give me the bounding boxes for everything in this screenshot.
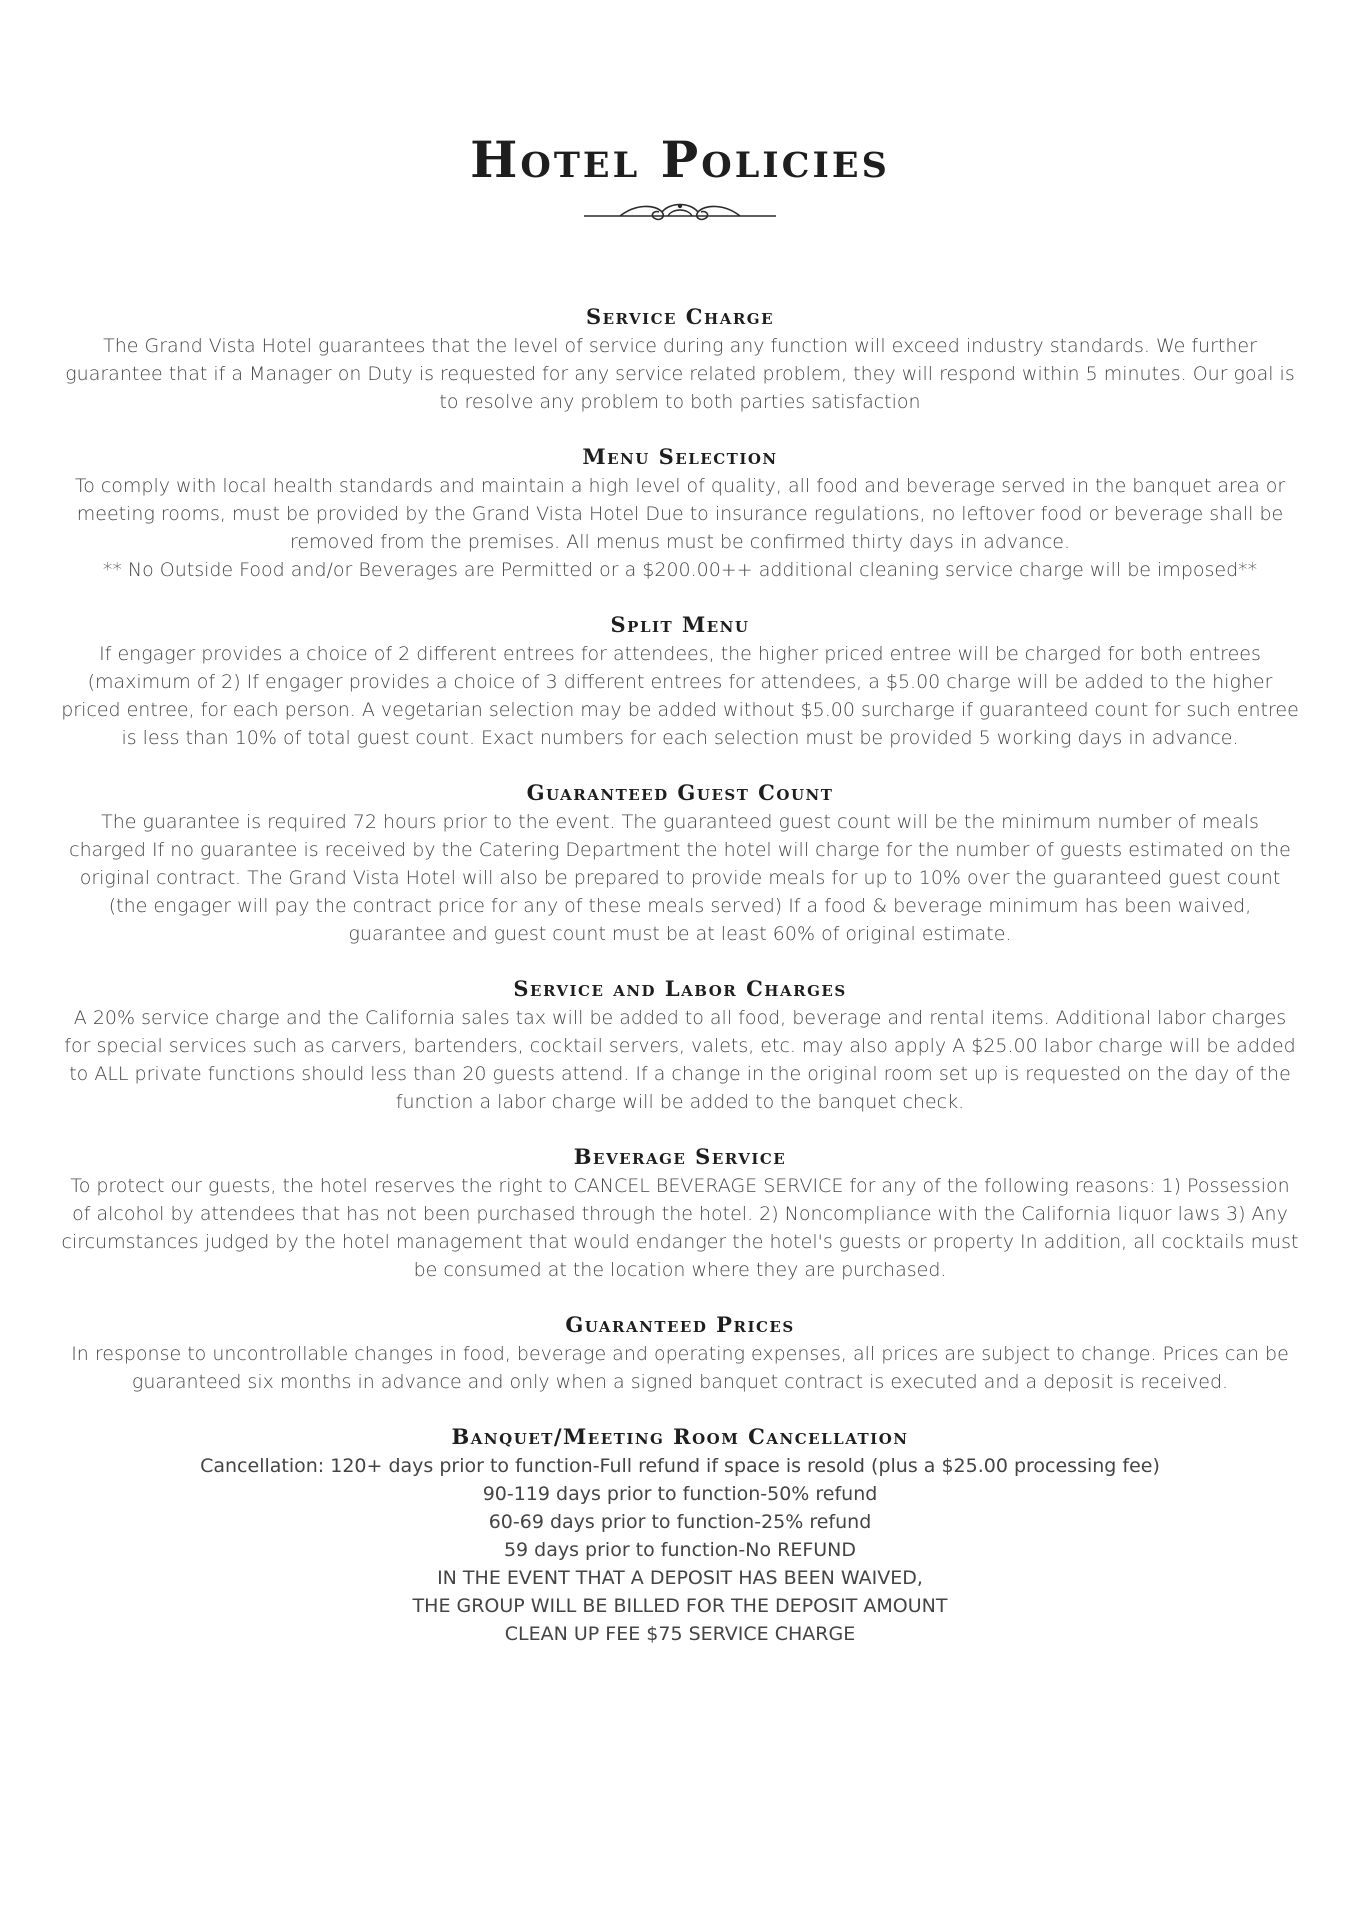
section-heading: Service and Labor Charges	[513, 976, 847, 1001]
section-heading: Beverage Service	[573, 1144, 787, 1169]
cancellation-line: THE GROUP WILL BE BILLED FOR THE DEPOSIT AMOUNT	[412, 1595, 948, 1617]
section-note: ** No Outside Food and/or Beverages are Permitted or a $200.00++ additional cleaning service charge will be imposed**	[102, 559, 1258, 581]
policy-content	[60, 302, 1300, 1674]
section-heading: Menu Selection	[582, 444, 778, 469]
page-title: Hotel Policies	[470, 130, 890, 189]
section-body: To protect our guests, the hotel reserves the right to CANCEL BEVERAGE SERVICE for any of the following reasons: 1) Possession of alcohol by attendees that has not been purchased through the hotel. 2) Noncompliance with the California liquor laws 3) Any circumstances judged by the hotel management that would endanger the hotel's guests or property In addition, all cocktails must be consumed at the location where they are purchased.	[61, 1175, 1299, 1281]
section-cancellation	[60, 1422, 1300, 1648]
section-heading: Guaranteed Guest Count	[526, 780, 834, 805]
cancellation-line: CLEAN UP FEE $75 SERVICE CHARGE	[504, 1623, 856, 1645]
section-body: The Grand Vista Hotel guarantees that the level of service during any function will exceed industry standards. We further guarantee that if a Manager on Duty is requested for any service related problem, they will respond within 5 minutes. Our goal is to resolve any problem to both parties satisfaction	[65, 335, 1295, 413]
flourish-divider-icon	[580, 196, 780, 228]
section-body: A 20% service charge and the California sales tax will be added to all food, beverage and rental items. Additional labor charges for special services such as carvers, bartenders, cocktail servers, valets, etc. may also apply A $25.00 labor charge will be added to ALL private functions should less than 20 guests attend. If a change in the original room set up is requested on the day of the function a labor charge will be added to the banquet check.	[64, 1007, 1296, 1113]
section-service-labor-charges	[60, 974, 1300, 1116]
section-body: To comply with local health standards and maintain a high level of quality, all food and beverage served in the banquet area or meeting rooms, must be provided by the Grand Vista Hotel Due to insurance regulations, no leftover food or beverage shall be removed from the premises. All menus must be confirmed thirty days in advance.	[74, 475, 1286, 553]
cancellation-line: 90-119 days prior to function-50% refund	[482, 1483, 878, 1505]
cancellation-line: IN THE EVENT THAT A DEPOSIT HAS BEEN WAIVED,	[437, 1567, 923, 1589]
section-body: The guarantee is required 72 hours prior to the event. The guaranteed guest count will be the minimum number of meals charged If no guarantee is received by the Catering Department the hotel will charge for the number of guests estimated on the original contract. The Grand Vista Hotel will also be prepared to provide meals for up to 10% over the guaranteed guest count (the engager will pay the contract price for any of these meals served) If a food & beverage minimum has been waived, guarantee and guest count must be at least 60% of original estimate.	[69, 811, 1291, 945]
section-beverage-service	[60, 1142, 1300, 1284]
section-split-menu	[60, 610, 1300, 752]
section-menu-selection	[60, 442, 1300, 584]
section-guaranteed-guest-count	[60, 778, 1300, 948]
section-heading: Split Menu	[610, 612, 750, 637]
cancellation-line: 60-69 days prior to function-25% refund	[488, 1511, 872, 1533]
cancellation-line: Cancellation: 120+ days prior to function-Full refund if space is resold (plus a $25.00 processing fee)	[200, 1455, 1160, 1477]
section-body: If engager provides a choice of 2 different entrees for attendees, the higher priced entree will be charged for both entrees (maximum of 2) If engager provides a choice of 3 different entrees for attendees, a $5.00 charge will be added to the higher priced entree, for each person. A vegetarian selection may be added without $5.00 surcharge if guaranteed count for such entree is less than 10% of total guest count. Exact numbers for each selection must be provided 5 working days in advance.	[61, 643, 1299, 749]
section-heading: Banquet/Meeting Room Cancellation	[451, 1424, 909, 1449]
cancellation-line: 59 days prior to function-No REFUND	[503, 1539, 857, 1561]
section-body: In response to uncontrollable changes in food, beverage and operating expenses, all prices are subject to change. Prices can be guaranteed six months in advance and only when a signed banquet contract is executed and a deposit is received.	[71, 1343, 1289, 1393]
section-heading: Guaranteed Prices	[565, 1312, 795, 1337]
section-heading: Service Charge	[585, 304, 775, 329]
section-service-charge	[60, 302, 1300, 416]
section-guaranteed-prices	[60, 1310, 1300, 1396]
